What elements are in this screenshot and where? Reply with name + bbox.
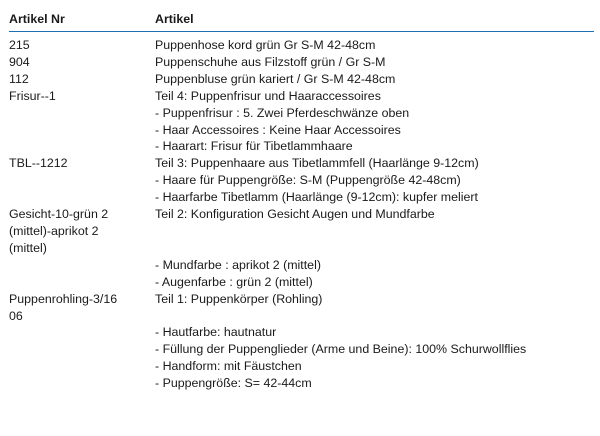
article-number-cell: [9, 71, 155, 88]
article-cell: [155, 88, 594, 156]
blank-line: [155, 240, 594, 257]
article-line: - Puppengröße: S= 42-44cm: [155, 376, 312, 391]
article-number-line: TBL--1212: [9, 156, 68, 171]
article-number-line: Frisur--1: [9, 88, 56, 103]
article-cell: [155, 37, 594, 54]
article-number-line: 112: [9, 71, 29, 86]
article-line: - Hautfarbe: hautnatur: [155, 325, 277, 340]
article-line: - Mundfarbe : aprikot 2 (mittel): [155, 257, 321, 272]
table-row: [9, 37, 594, 54]
article-line: - Handform: mit Fäustchen: [155, 359, 302, 374]
article-number-line: Puppenrohling-3/16: [9, 291, 118, 306]
article-line: - Haarfarbe Tibetlamm (Haarlänge (9-12cm): kupfer meliert: [155, 190, 478, 205]
article-number-cell: [9, 54, 155, 71]
article-line: - Augenfarbe : grün 2 (mittel): [155, 274, 313, 289]
article-line: - Haar Accessoires : Keine Haar Accessoires: [155, 122, 401, 137]
article-cell: [155, 206, 594, 291]
table-row: [9, 54, 594, 71]
article-line: - Füllung der Puppenglieder (Arme und Beine): 100% Schurwollflies: [155, 342, 527, 357]
article-line: Teil 1: Puppenkörper (Rohling): [155, 291, 323, 306]
article-number-cell: [9, 291, 155, 392]
article-number-line: 904: [9, 54, 30, 69]
article-line: - Puppenfrisur : 5. Zwei Pferdeschwänze oben: [155, 105, 410, 120]
article-line: Teil 3: Puppenhaare aus Tibetlammfell (Haarlänge 9-12cm): [155, 156, 479, 171]
article-number-line: 06: [9, 308, 23, 323]
order-items-table: [9, 0, 594, 392]
article-number-cell: [9, 206, 155, 291]
header-article: Artikel: [155, 12, 194, 26]
article-number-line: (mittel)-aprikot 2: [9, 223, 99, 238]
article-number-line: Gesicht-10-grün 2: [9, 207, 109, 222]
table-body: [9, 32, 594, 392]
article-line: - Haarart: Frisur für Tibetlammhaare: [155, 139, 353, 154]
article-number-cell: [9, 155, 155, 206]
article-line: Teil 4: Puppenfrisur und Haaraccessoires: [155, 88, 381, 103]
article-line: - Haare für Puppengröße: S-M (Puppengröße 42-48cm): [155, 173, 461, 188]
article-line: Puppenbluse grün kariert / Gr S-M 42-48cm: [155, 71, 396, 86]
article-cell: [155, 71, 594, 88]
table-row: [9, 88, 594, 156]
header-article-number: Artikel Nr: [9, 12, 65, 26]
article-line: Puppenschuhe aus Filzstoff grün / Gr S-M: [155, 54, 386, 69]
article-number-cell: [9, 37, 155, 54]
article-cell: [155, 155, 594, 206]
table-row: [9, 71, 594, 88]
article-number-line: 215: [9, 38, 30, 52]
blank-line: [155, 308, 594, 325]
blank-line: [155, 223, 594, 240]
article-line: Puppenhose kord grün Gr S-M 42-48cm: [155, 38, 376, 52]
table-row: [9, 291, 594, 392]
table-row: [9, 206, 594, 291]
article-number-cell: [9, 88, 155, 156]
article-cell: [155, 54, 594, 71]
article-cell: [155, 291, 594, 392]
article-number-line: (mittel): [9, 240, 47, 255]
article-line: Teil 2: Konfiguration Gesicht Augen und Mundfarbe: [155, 207, 435, 222]
table-header: [9, 0, 594, 32]
table-row: [9, 155, 594, 206]
